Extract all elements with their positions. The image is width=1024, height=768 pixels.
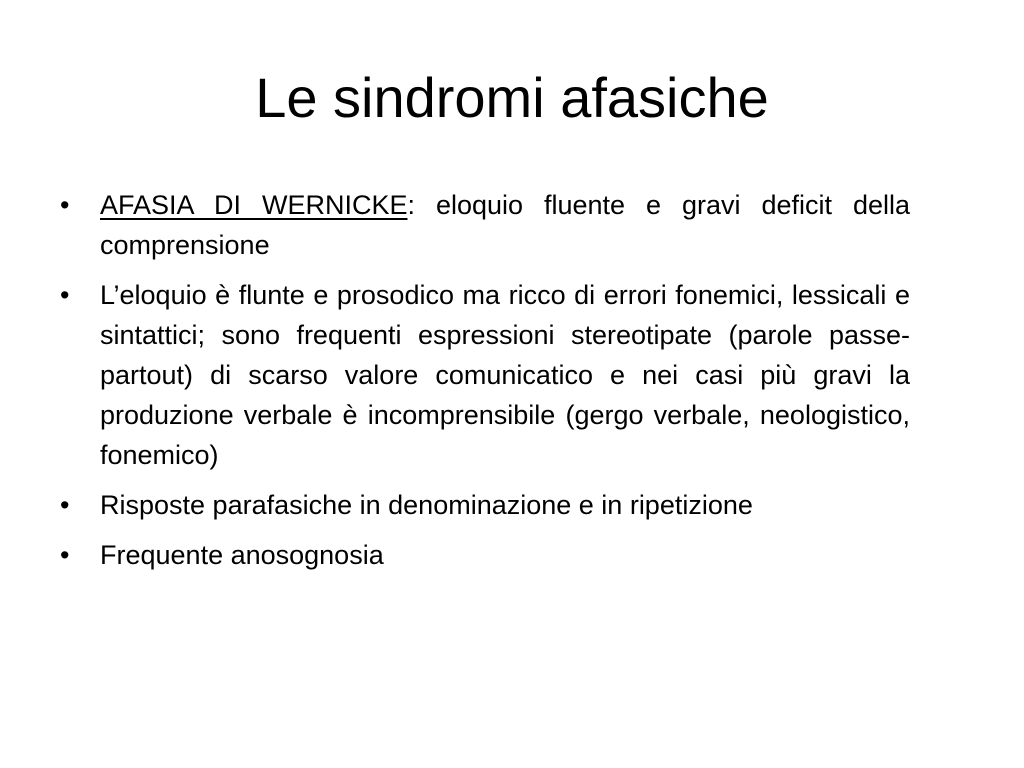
bullet-item-eloquio [58,275,910,475]
bullet-lead-term: AFASIA DI WERNICKE [100,190,408,220]
bullet-marker: • [60,190,70,220]
bullet-marker: • [60,280,70,310]
bullet-text: Risposte parafasiche in denominazione e in ripetizione [100,490,753,520]
bullet-marker: • [60,540,70,570]
bullet-text: L’eloquio è flunte e prosodico ma ricco di errori fonemici, lessicali e sintattici; sono frequenti espressioni stereotipate (parole passe-partout) di scarso valore comunicatico e nei casi più gravi la produzione verbale è incomprensibile (gergo verbale, neologistico, fonemico) [100,280,910,470]
bullet-item-risposte [58,485,910,525]
bullet-item-anosognosia [58,535,910,575]
slide-title: Le sindromi afasiche [255,66,769,129]
bullet-text: : eloquio fluente e gravi deficit della comprensione [100,190,910,260]
bullet-item-wernicke [58,185,910,265]
bullet-marker: • [60,490,70,520]
bullet-list [58,185,910,585]
bullet-text: Frequente anosognosia [100,540,384,570]
